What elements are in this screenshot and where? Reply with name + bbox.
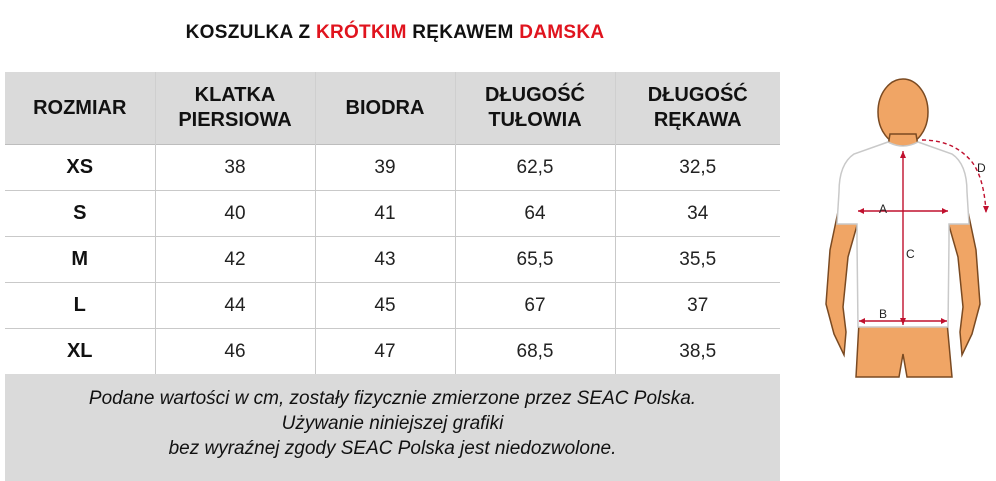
size-cell: XS [5, 145, 155, 191]
sleeve-cell: 38,5 [615, 329, 780, 375]
table-row [5, 191, 780, 237]
title-part-3: RĘKAWEM [406, 22, 520, 43]
chest-cell: 38 [155, 145, 315, 191]
sleeve-cell: 37 [615, 283, 780, 329]
table-row [5, 283, 780, 329]
right-arm-shape [948, 207, 980, 355]
disclaimer-note [5, 374, 780, 481]
page-title [0, 22, 790, 44]
left-arm-shape [826, 207, 858, 355]
hips-cell: 47 [315, 329, 455, 375]
size-cell: M [5, 237, 155, 283]
table-row [5, 237, 780, 283]
mannequin-illustration [812, 72, 996, 382]
note-line-3: bez wyraźnej zgody SEAC Polska jest niedozwolone. [168, 438, 617, 459]
label-d: D [977, 161, 986, 175]
torso-cell: 65,5 [455, 237, 615, 283]
header-chest: KLATKA PIERSIOWA [155, 72, 315, 145]
table-header-row [5, 72, 780, 145]
table-row [5, 145, 780, 191]
header-torso-length: DŁUGOŚĆ TUŁOWIA [455, 72, 615, 145]
note-line-1: Podane wartości w cm, zostały fizycznie zmierzone przez SEAC Polska. [88, 388, 697, 409]
title-part-4: DAMSKA [519, 22, 605, 43]
label-b: B [879, 307, 888, 321]
size-cell: S [5, 191, 155, 237]
note-line-2: Używanie niniejszej grafiki [281, 413, 504, 434]
chest-cell: 42 [155, 237, 315, 283]
hips-cell: 45 [315, 283, 455, 329]
title-part-1: KOSZULKA Z [185, 22, 316, 43]
legs-shape [856, 322, 952, 377]
sleeve-cell: 32,5 [615, 145, 780, 191]
sleeve-cell: 34 [615, 191, 780, 237]
hips-cell: 39 [315, 145, 455, 191]
torso-cell: 67 [455, 283, 615, 329]
chest-cell: 40 [155, 191, 315, 237]
header-hips: BIODRA [315, 72, 455, 145]
header-size: ROZMIAR [5, 72, 155, 145]
torso-cell: 68,5 [455, 329, 615, 375]
hips-cell: 41 [315, 191, 455, 237]
chest-cell: 44 [155, 283, 315, 329]
size-table [5, 72, 780, 374]
label-c: C [906, 247, 915, 261]
torso-cell: 62,5 [455, 145, 615, 191]
chest-cell: 46 [155, 329, 315, 375]
title-part-2: KRÓTKIM [315, 22, 407, 43]
table-row [5, 329, 780, 375]
label-a: A [879, 202, 888, 216]
torso-cell: 64 [455, 191, 615, 237]
header-sleeve-length: DŁUGOŚĆ RĘKAWA [615, 72, 780, 145]
size-cell: L [5, 283, 155, 329]
measurement-figure [812, 72, 996, 382]
hips-cell: 43 [315, 237, 455, 283]
size-cell: XL [5, 329, 155, 375]
sleeve-cell: 35,5 [615, 237, 780, 283]
